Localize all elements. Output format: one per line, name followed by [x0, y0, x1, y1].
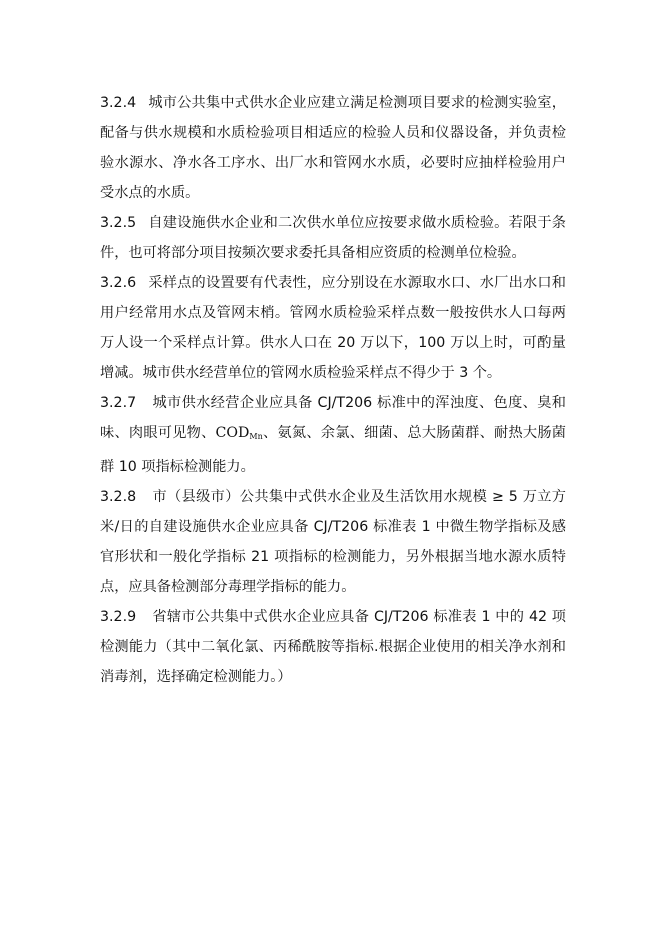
document-body: [100, 88, 566, 692]
paragraph-text-before: 城市供水经营企业应具备 CJ/T206 标准中的浑浊度、色度、臭和味、肉眼可见物、: [100, 395, 566, 441]
paragraph-3-2-7: [100, 388, 566, 482]
cod-subscript: Mn: [249, 432, 263, 441]
paragraph-3-2-8: [100, 482, 566, 602]
clause-number: 3.2.5: [100, 215, 137, 231]
paragraph-text: 自建设施供水企业和二次供水单位应按要求做水质检验。若限于条件，也可将部分项目按频次要求委托具备相应资质的检测单位检验。: [100, 215, 566, 261]
paragraph-3-2-9: [100, 602, 566, 692]
paragraph-text: 城市公共集中式供水企业应建立满足检测项目要求的检测实验室，配备与供水规模和水质检验项目相适应的检验人员和仪器设备，并负责检验水源水、净水各工序水、出厂水和管网水水质，必要时应抽样检验用户受水点的水质。: [100, 95, 566, 201]
clause-number: 3.2.6: [100, 275, 137, 291]
clause-number: 3.2.4: [100, 95, 137, 111]
cod-label: COD: [215, 425, 250, 441]
paragraph-3-2-6: [100, 268, 566, 388]
paragraph-text: 市（县级市）公共集中式供水企业及生活饮用水规模 ≥ 5 万立方米/日的自建设施供水企业应具备 CJ/T206 标准表 1 中微生物学指标及感官形状和一般化学指标 21 项指标的检测能力，另外根据当地水源水质特点，应具备检测部分毒理学指标的能力。: [100, 489, 566, 595]
paragraph-text-after: 、氨氮、余氯、细菌、总大肠菌群、耐热大肠菌群 10 项指标检测能力。: [100, 425, 566, 475]
paragraph-text: 采样点的设置要有代表性，应分别设在水源取水口、水厂出水口和用户经常用水点及管网末梢。管网水质检验采样点数一般按供水人口每两万人设一个采样点计算。供水人口在 20 万以下，100 万以上时，可酌量增减。城市供水经营单位的管网水质检验采样点不得少于 3 个。: [100, 275, 566, 381]
clause-number: 3.2.9: [100, 609, 137, 625]
clause-number: 3.2.7: [100, 395, 137, 411]
clause-number: 3.2.8: [100, 489, 137, 505]
paragraph-3-2-5: [100, 208, 566, 268]
paragraph-text: 省辖市公共集中式供水企业应具备 CJ/T206 标准表 1 中的 42 项检测能力（其中二氧化氯、丙稀酰胺等指标.根据企业使用的相关净水剂和消毒剂，选择确定检测能力。）: [100, 609, 566, 685]
paragraph-3-2-4: [100, 88, 566, 208]
